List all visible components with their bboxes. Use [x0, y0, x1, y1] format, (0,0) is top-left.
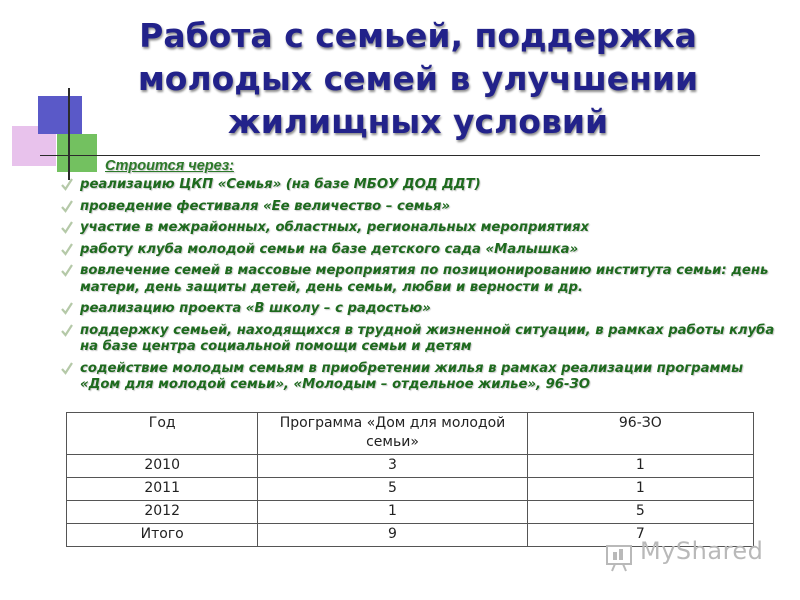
- cell-law: 1: [527, 455, 753, 478]
- list-item-text: содействие молодым семьям в приобретении жилья в рамках реализации программы «Дом для молодой семьи», «Молодым – отдельное жилье», 96-ЗО: [80, 360, 744, 392]
- housing-table: [66, 412, 754, 547]
- page-title: Работа с семьей, поддержка молодых семей в улучшении жилищных условий: [137, 16, 699, 141]
- cell-program: 3: [258, 455, 527, 478]
- list-item-text: участие в межрайонных, областных, региональных мероприятиях: [80, 220, 589, 235]
- cell-program: 5: [258, 478, 527, 501]
- checkmark-icon: [60, 177, 74, 193]
- cell-year: Итого: [67, 524, 258, 547]
- table-row: [67, 455, 754, 478]
- table-row: [67, 501, 754, 524]
- title-divider-line: [40, 155, 760, 156]
- cell-year: 2010: [67, 455, 258, 478]
- cell-law: 1: [527, 478, 753, 501]
- intro-heading: Строится через:: [105, 158, 234, 174]
- cell-law: 7: [527, 524, 753, 547]
- table-row: [67, 478, 754, 501]
- watermark-logo-icon: [604, 538, 638, 572]
- cell-program: 9: [258, 524, 527, 547]
- list-item: [60, 361, 780, 394]
- cell-law: 5: [527, 501, 753, 524]
- cell-year: 2011: [67, 478, 258, 501]
- table-header-row: [67, 413, 754, 455]
- list-item-text: проведение фестиваля «Ее величество – семья»: [80, 198, 450, 214]
- list-item: [60, 177, 780, 194]
- watermark: MyShared: [640, 537, 764, 565]
- list-item: [60, 220, 780, 237]
- checkmark-icon: [60, 323, 74, 339]
- cell-year: 2012: [67, 501, 258, 524]
- header-program: Программа «Дом для молодой семьи»: [258, 413, 527, 455]
- checkmark-icon: [60, 301, 74, 317]
- list-item: [60, 301, 780, 318]
- checkmark-icon: [60, 242, 74, 258]
- list-item: [60, 199, 780, 216]
- list-item-text: реализацию проекта «В школу – с радостью»: [80, 301, 431, 316]
- list-item-text: работу клуба молодой семьи на базе детского сада «Малышка»: [80, 241, 579, 257]
- list-item: [60, 323, 780, 356]
- cell-program: 1: [258, 501, 527, 524]
- checkmark-icon: [60, 361, 74, 377]
- activity-list: [60, 177, 780, 399]
- list-item-text: реализацию ЦКП «Семья» (на базе МБОУ ДОД ДДТ): [80, 177, 481, 192]
- checkmark-icon: [60, 220, 74, 236]
- list-item: [60, 242, 780, 259]
- header-law: 96-ЗО: [527, 413, 753, 455]
- list-item-text: поддержку семьей, находящихся в трудной жизненной ситуации, в рамках работы клуба на базе центра социальной помощи семьи и детям: [80, 322, 775, 354]
- list-item-text: вовлечение семей в массовые мероприятия по позиционированию института семьи: день матери, день защиты детей, день семьи, любви и верности и др.: [80, 263, 769, 295]
- header-year: Год: [67, 413, 258, 455]
- checkmark-icon: [60, 199, 74, 215]
- list-item: [60, 263, 780, 296]
- checkmark-icon: [60, 263, 74, 279]
